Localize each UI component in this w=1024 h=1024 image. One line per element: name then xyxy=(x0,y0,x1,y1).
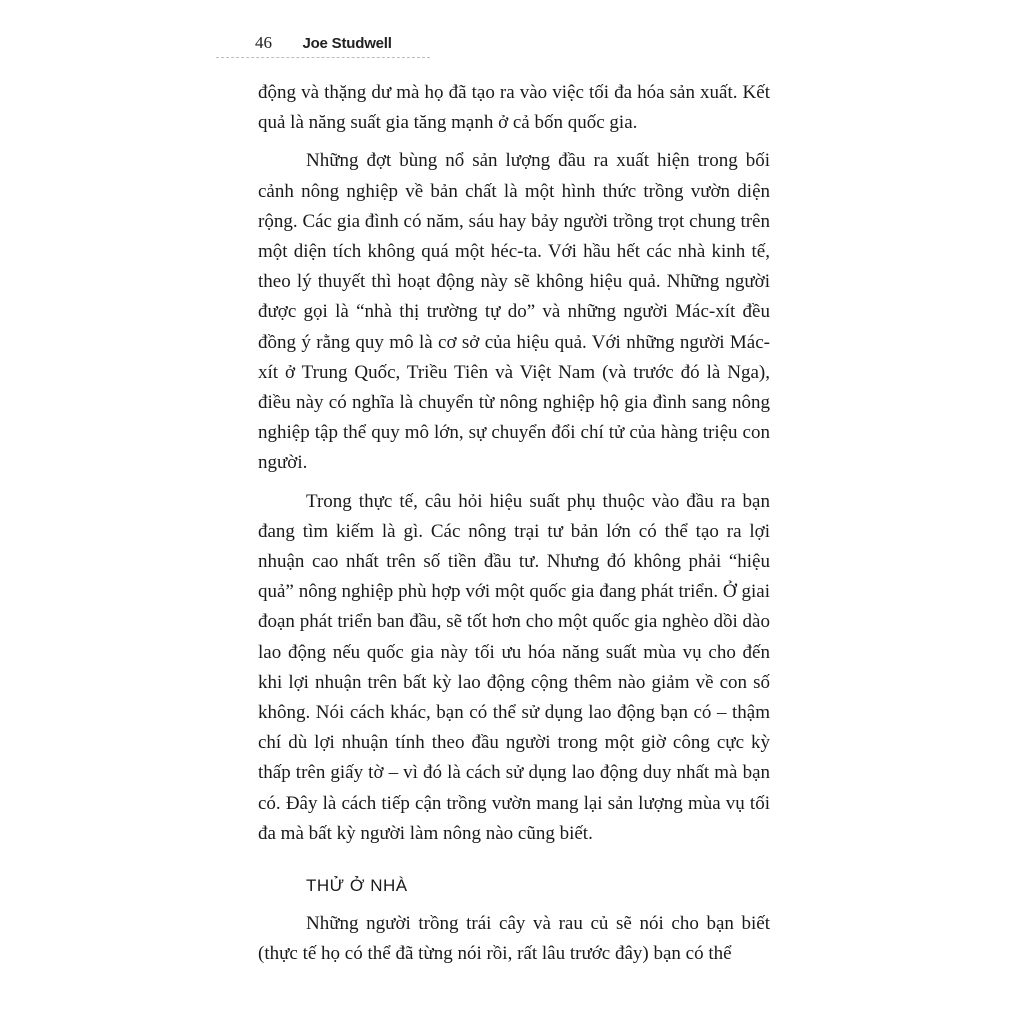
header-divider xyxy=(216,57,430,58)
paragraph: Những đợt bùng nổ sản lượng đầu ra xuất hiện trong bối cảnh nông nghiệp về bản chất là một hình thức trồng vườn diện rộng. Các gia đình có năm, sáu hay bảy người trồng trọt chung trên một diện tích không quá một héc-ta. Với hầu hết các nhà kinh tế, theo lý thuyết thì hoạt động này sẽ không hiệu quả. Những người được gọi là “nhà thị trường tự do” và những người Mác-xít đều đồng ý rằng quy mô là cơ sở của hiệu quả. Với những người Mác-xít ở Trung Quốc, Triều Tiên và Việt Nam (và trước đó là Nga), điều này có nghĩa là chuyển từ nông nghiệp hộ gia đình sang nông nghiệp tập thể quy mô lớn, sự chuyển đổi chí tử của hàng triệu con người. xyxy=(258,150,770,474)
book-author: Joe Studwell xyxy=(302,35,392,52)
paragraph-continued: động và thặng dư mà họ đã tạo ra vào việc tối đa hóa sản xuất. Kết quả là năng suất gia tăng mạnh ở cả bốn quốc gia. xyxy=(258,82,770,134)
body-text xyxy=(258,78,770,969)
section-heading: THỬ Ở NHÀ xyxy=(306,876,408,896)
page-number: 46 xyxy=(255,33,272,52)
paragraph: Trong thực tế, câu hỏi hiệu suất phụ thuộc vào đầu ra bạn đang tìm kiếm là gì. Các nông trại tư bản lớn có thể tạo ra lợi nhuận cao nhất trên số tiền đầu tư. Nhưng đó không phải “hiệu quả” nông nghiệp phù hợp với một quốc gia đang phát triển. Ở giai đoạn phát triển ban đầu, sẽ tốt hơn cho một quốc gia nghèo dồi dào lao động nếu quốc gia này tối ưu hóa năng suất mùa vụ cho đến khi lợi nhuận trên bất kỳ lao động cộng thêm nào giảm về con số không. Nói cách khác, bạn có thể sử dụng lao động bạn có – thậm chí dù lợi nhuận tính theo đầu người trong một giờ công cực kỳ thấp trên giấy tờ – vì đó là cách sử dụng lao động duy nhất mà bạn có. Đây là cách tiếp cận trồng vườn mang lại sản lượng mùa vụ tối đa mà bất kỳ người làm nông nào cũng biết. xyxy=(258,490,770,844)
section-paragraph: Những người trồng trái cây và rau củ sẽ nói cho bạn biết (thực tế họ có thể đã từng nói rồi, rất lâu trước đây) bạn có thể xyxy=(258,913,770,965)
running-header xyxy=(255,33,430,63)
